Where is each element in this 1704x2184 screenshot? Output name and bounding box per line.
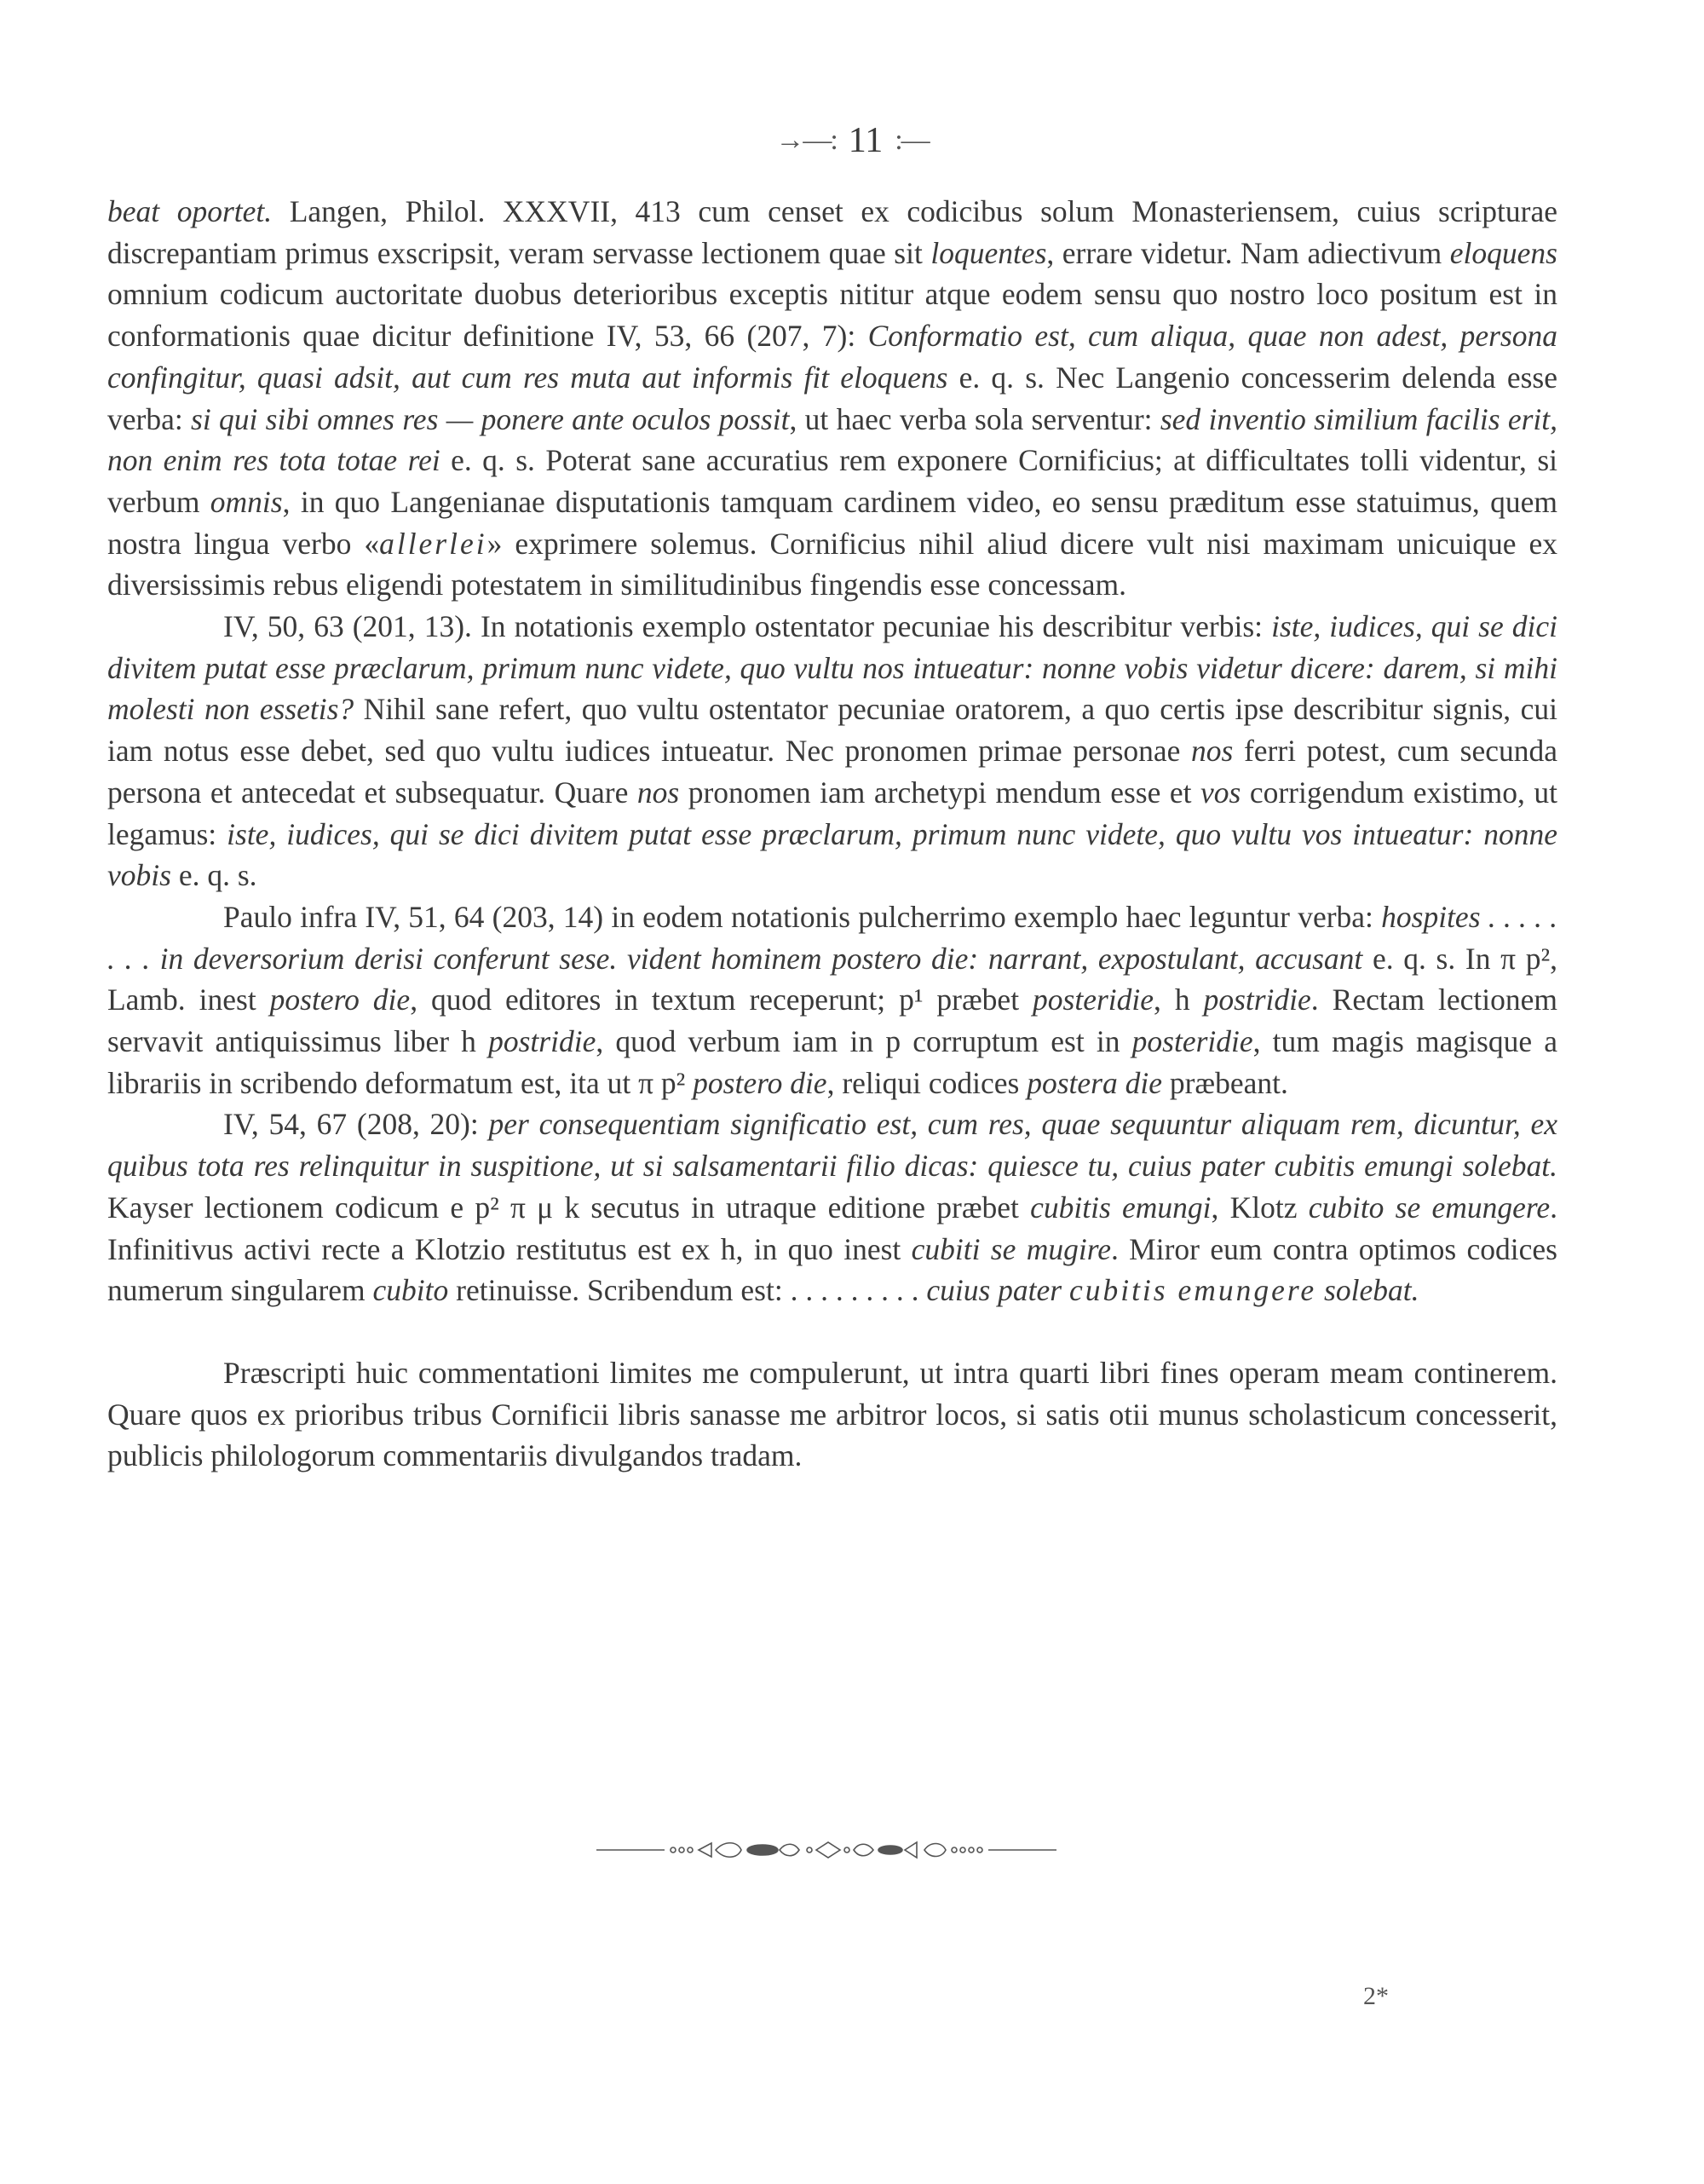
text-run: Nihil sane refert, quo vultu ostentator pecuniae oratorem, a quo certis ipse describitur signis, cui iam notus esse debet, sed quo vultu iudices intueatur. Nec pronomen primae personae [107,692,1557,769]
italic-text: cubiti se mugire [911,1231,1111,1266]
text-run: , h [1154,983,1204,1017]
italic-text: iste, iudices, qui se dici divitem putat esse præclarum, primum nunc videte, quo vultu vos intueatur: nonne vobis [107,816,1557,893]
italic-text: si qui sibi omnes res — ponere ante oculos possit [191,401,790,436]
italic-text: postero die [693,1065,827,1100]
italic-text: sed inventio similium facilis erit, non enim res tota totae rei [107,401,1557,478]
paragraph-3 [107,896,1557,1104]
text-run: ferri potest, cum secunda persona et antecedat et subsequatur. Quare [107,734,1558,810]
text-run: e. q. s. [170,858,257,893]
text-run: , tum magis magisque a librariis in scribendo deformatum est, ita ut π p² [107,1024,1558,1100]
text-run: , in quo Langenianae disputationis tamquam cardinem video, eo sensu præditum esse statuimus, quem nostra lingua verbo « [107,484,1557,561]
italic-text: vos [1200,775,1241,810]
italic-text: postero die [269,983,411,1017]
body-text [107,191,1557,1477]
italic-text: Conformatio est, cum aliqua, quae non adest, persona confingitur, quasi adsit, aut cum res muta aut informis fit eloquens [107,319,1557,395]
italic-text: hospites . . . . . . . . in deversorium derisi conferunt sese. vident hominem postero die: narrant, expostulant, accusant [107,899,1557,976]
paragraph-2 [107,606,1557,896]
text-run: IV, 54, 67 (208, 20): [223,1107,489,1142]
italic-text: cubito [372,1273,449,1308]
italic-text: postridie [488,1024,596,1059]
paragraph-1 [107,191,1557,606]
paragraph-5 [107,1352,1557,1477]
text-run: . Rectam lectionem servavit antiquissimus liber h [107,983,1557,1059]
text-run: IV, 50, 63 (201, 13). In notationis exemplo ostentator pecuniae his describitur verbis: [223,609,1272,644]
italic-text: solebat. [1316,1273,1419,1308]
italic-text: cuius pater [926,1273,1069,1308]
text-run: e. q. s. Poterat sane accuratius rem exponere Cornificius; at difficultates tolli videntur, si verbum [107,443,1557,519]
text-run: Kayser lectionem codicum e p² π μ k secutus in utraque editione præbet [107,1190,1031,1225]
page-number: 11 [848,121,884,160]
text-run: præbeant. [1161,1065,1288,1100]
text-run: corrigendum existimo, ut legamus: [107,775,1557,851]
page-header [0,119,1704,162]
italic-text: posteridie [1131,1024,1253,1059]
italic-text: nos [636,775,680,810]
text-run: Langen, Philol. XXXVII, 413 cum censet ex codicibus solum Monasteriensem, cuius scripturae discrepantiam primus exscripsit, veram servasse lectionem quae sit [107,194,1557,270]
text-run: , Klotz [1211,1190,1309,1225]
signature-mark: 2* [1363,1982,1389,2010]
italic-text: postridie [1203,983,1311,1017]
text-run: , ut haec verba sola serventur: [789,401,1160,436]
italic-spaced-text: allerlei [379,526,487,561]
text-run: e. q. s. Nec Langenio concesserim delenda esse verba: [107,360,1558,436]
header-left-ornament: →—: [775,124,837,156]
text-run: » exprimere solemus. Cornificius nihil aliud dicere vult nisi maximam unicuique ex diversissimis rebus eligendi potestatem in similitudinibus fingendis esse concessam. [107,526,1557,602]
text-run: pronomen iam archetypi mendum esse et [679,775,1200,810]
italic-text: nos [1191,734,1234,769]
text-run: . Infinitivus activi recte a Klotzio restitutus est ex h, in quo inest [107,1190,1557,1266]
text-run: , quod verbum iam in p corruptum est in [596,1024,1132,1059]
italic-spaced-text: cubitis emungere [1068,1273,1317,1308]
italic-text: omnis [210,484,283,519]
italic-text: posteridie [1033,983,1154,1017]
italic-text: postera die [1027,1065,1162,1100]
text-run: . Miror eum contra optimos codices numerum singularem [107,1231,1557,1308]
paragraph-4 [107,1104,1557,1311]
text-run: e. q. s. In π p², Lamb. inest [107,941,1557,1017]
text-run: omnium codicum auctoritate duobus deterioribus exceptis nititur atque eodem sensu quo nostro loco positum est in conformationis quae dicitur definitione IV, 53, 66 (207, 7): [107,277,1557,354]
italic-text: eloquens [1449,235,1557,270]
header-right-ornament: :— [895,124,929,156]
italic-text: per consequentiam significatio est, cum res, quae sequuntur aliquam rem, dicuntur, ex quibus tota res relinquitur in suspitione, ut si salsamentarii filio dicas: quiesce tu, cuius pater cubitis emungi solebat. [107,1107,1558,1184]
italic-text: beat oportet. [107,194,273,228]
text-run: Paulo infra IV, 51, 64 (203, 14) in eodem notationis pulcherrimo exemplo haec leguntur verba: [223,899,1382,934]
text-run: retinuisse. Scribendum est: . . . . . . . . . [448,1273,927,1308]
text-run: , quod editores in textum receperunt; p¹ præbet [410,983,1033,1017]
text-run: Præscripti huic commentationi limites me compulerunt, ut intra quarti libri fines operam meam continerem. Quare quos ex prioribus tribus Cornificii libris sanasse me arbitror locos, si satis otii munus scholasticum concesserit, publicis philologorum commentariis divulgandos tradam. [107,1355,1557,1473]
text-run: , reliqui codices [826,1065,1028,1100]
italic-text: loquentes [930,235,1047,270]
italic-text: cubitis emungi [1030,1190,1212,1225]
ornament-flourish-icon [596,1837,1056,1863]
text-run: , errare videtur. Nam adiectivum [1046,235,1450,270]
italic-text: iste, iudices, qui se dici divitem putat esse præclarum, primum nunc videte, quo vultu nos intueatur: nonne vobis videtur dicere: darem, si mihi molesti non essetis? [107,609,1557,727]
italic-text: cubito se emungere [1308,1190,1551,1225]
ornamental-divider [596,1837,1056,1863]
